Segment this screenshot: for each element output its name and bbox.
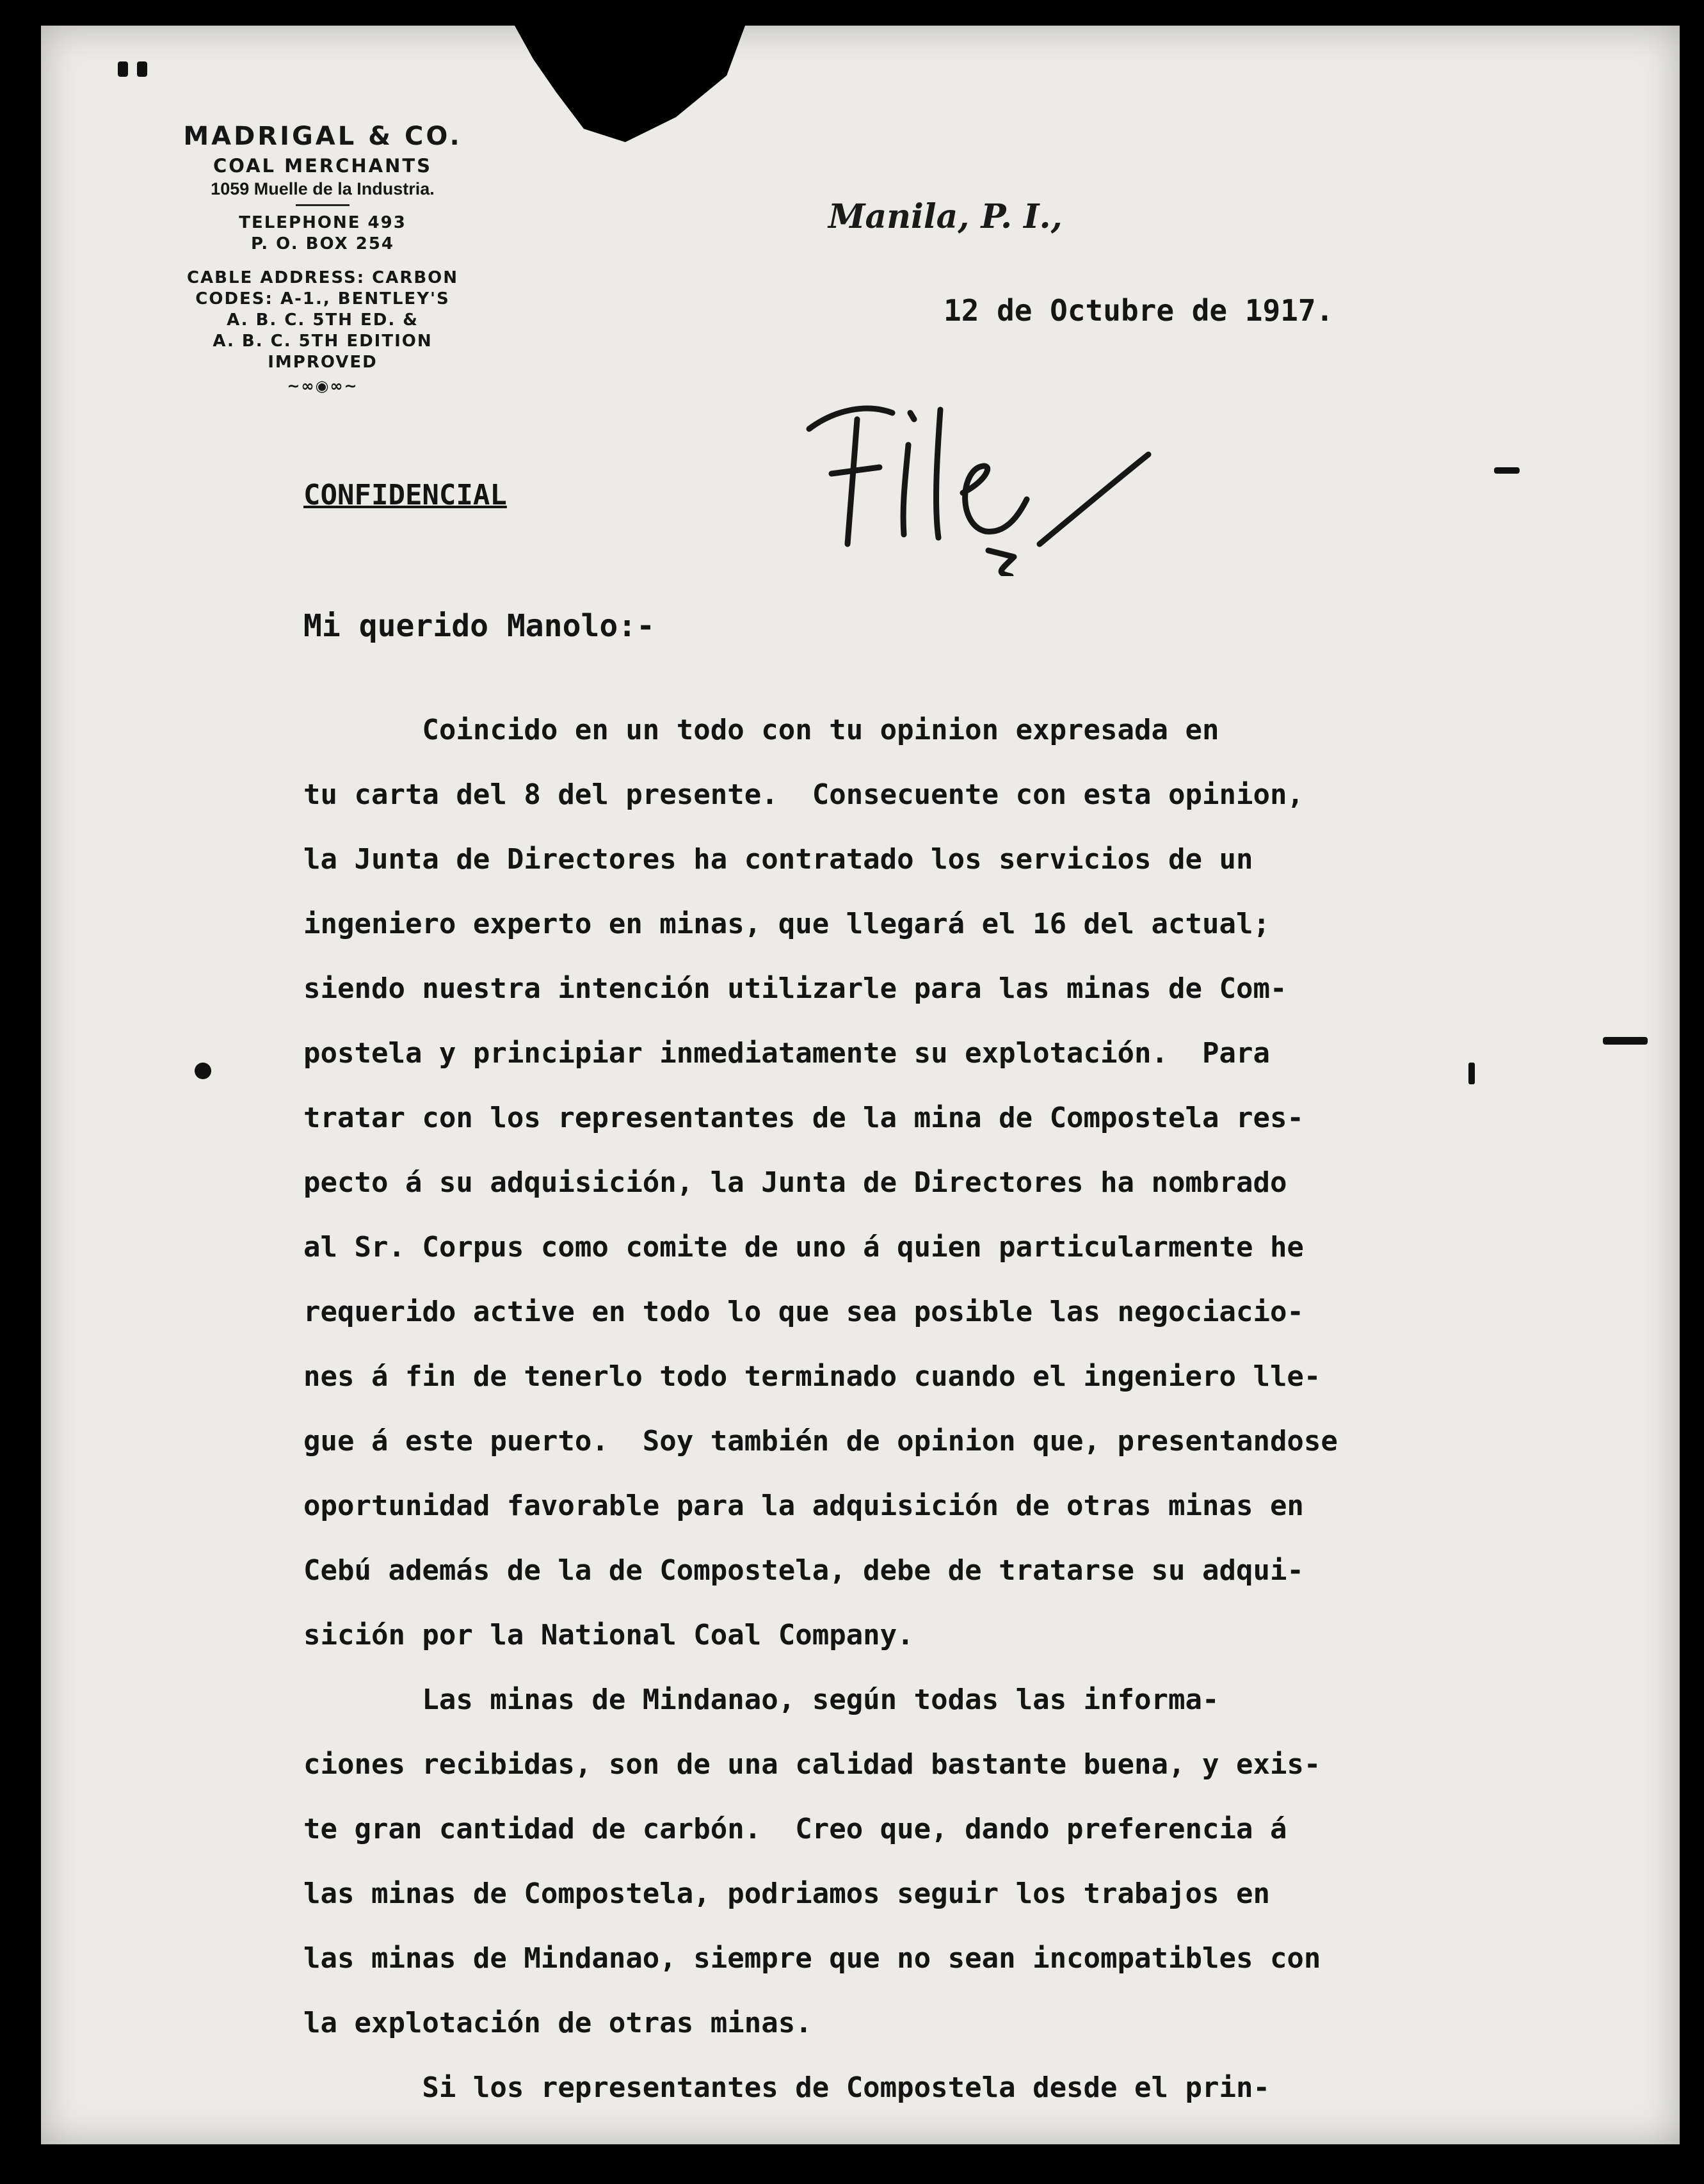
body-line: las minas de Compostela, podriamos seguir los trabajos en bbox=[303, 1877, 1270, 1910]
ink-speck bbox=[118, 61, 128, 77]
ink-speck bbox=[1468, 1063, 1475, 1084]
company-trade: COAL MERCHANTS bbox=[213, 155, 433, 177]
torn-corner bbox=[515, 26, 745, 192]
body-line: pecto á su adquisición, la Junta de Directores ha nombrado bbox=[303, 1166, 1287, 1199]
po-box: P. O. BOX 254 bbox=[250, 234, 395, 253]
letterhead bbox=[118, 122, 527, 395]
codes-line-2: A. B. C. 5TH ED. & bbox=[227, 310, 419, 330]
body-line: tu carta del 8 del presente. Consecuente con esta opinion, bbox=[303, 778, 1304, 811]
body-line: te gran cantidad de carbón. Creo que, dando preferencia á bbox=[303, 1813, 1287, 1845]
body-line: Si los representantes de Compostela desde el prin- bbox=[303, 2071, 1270, 2104]
body-line: las minas de Mindanao, siempre que no sean incompatibles con bbox=[303, 1942, 1321, 1975]
letterhead-rule bbox=[296, 204, 350, 206]
body-line: requerido active en todo lo que sea posible las negociacio- bbox=[303, 1296, 1304, 1328]
company-address: 1059 Muelle de la Industria. bbox=[211, 179, 435, 198]
body-line: la explotación de otras minas. bbox=[303, 2007, 812, 2039]
ink-speck bbox=[137, 61, 147, 77]
body-line: siendo nuestra intención utilizarle para las minas de Com- bbox=[303, 972, 1287, 1005]
codes-line-1: CODES: A-1., BENTLEY'S bbox=[195, 289, 450, 309]
body-line: Coincido en un todo con tu opinion expresada en bbox=[303, 714, 1219, 746]
place: Manila, P. I., bbox=[828, 197, 1063, 236]
ink-speck bbox=[195, 1063, 211, 1079]
body-line: la Junta de Directores ha contratado los servicios de un bbox=[303, 843, 1253, 876]
cable-address: CABLE ADDRESS: CARBON bbox=[186, 268, 459, 287]
ornament-icon: ~∞◉∞~ bbox=[287, 377, 358, 395]
body-line: tratar con los representantes de la mina de Compostela res- bbox=[303, 1102, 1304, 1134]
handwritten-file-note bbox=[796, 384, 1155, 576]
ink-speck bbox=[1494, 467, 1520, 474]
letter-body bbox=[303, 698, 1338, 2120]
body-line: Las minas de Mindanao, según todas las informa- bbox=[303, 1683, 1219, 1716]
body-line: al Sr. Corpus como comite de uno á quien particularmente he bbox=[303, 1231, 1304, 1264]
codes-line-3: A. B. C. 5TH EDITION bbox=[213, 332, 433, 351]
body-line: gue á este puerto. Soy también de opinion que, presentandose bbox=[303, 1425, 1338, 1457]
body-line: postela y principiar inmediatamente su explotación. Para bbox=[303, 1037, 1270, 1070]
body-line: ciones recibidas, son de una calidad bastante buena, y exis- bbox=[303, 1748, 1321, 1781]
body-line: ingeniero experto en minas, que llegará el 16 del actual; bbox=[303, 908, 1270, 940]
body-line: sición por la National Coal Company. bbox=[303, 1619, 914, 1651]
telephone: TELEPHONE 493 bbox=[239, 213, 406, 232]
confidential-label: CONFIDENCIAL bbox=[303, 479, 507, 511]
body-line: nes á fin de tenerlo todo terminado cuando el ingeniero lle- bbox=[303, 1360, 1321, 1393]
codes-line-4: IMPROVED bbox=[268, 353, 378, 372]
letter-date: 12 de Octubre de 1917. bbox=[944, 293, 1334, 328]
letter-page bbox=[41, 26, 1680, 2144]
salutation: Mi querido Manolo:- bbox=[303, 608, 655, 644]
body-line: Cebú además de la de Compostela, debe de tratarse su adqui- bbox=[303, 1554, 1304, 1587]
company-name: MADRIGAL & CO. bbox=[183, 122, 462, 151]
ink-speck bbox=[1603, 1037, 1648, 1045]
body-line: oportunidad favorable para la adquisición de otras minas en bbox=[303, 1489, 1304, 1522]
